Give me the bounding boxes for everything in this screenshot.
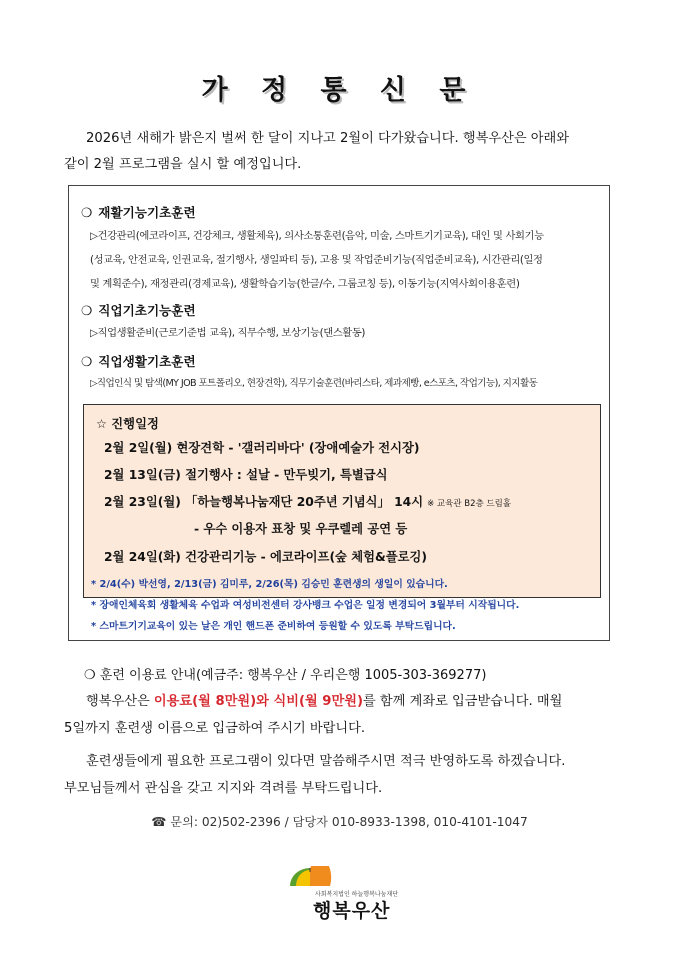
section-line: (성교육, 안전교육, 인권교육, 절기행사, 생일파티 등), 고용 및 작업준비기능(직업준비교육), 시간관리(일정: [90, 254, 543, 266]
schedule-item: 2월 23일(월) 「하늘행복나눔재단 20주년 기념식」 14시 ※ 교육관 B2층 드림홀: [104, 495, 512, 509]
program-box: [68, 185, 610, 641]
section-body-job-life: [90, 372, 606, 396]
intro-line-1: 2026년 새해가 밝은지 벌써 한 달이 지나고 2월이 다가왔습니다. 행복우산은 아래와: [86, 131, 569, 146]
note-line: * 스마트기기교육이 있는 날은 개인 핸드폰 준비하여 등원할 수 있도록 부탁드립니다.: [91, 621, 456, 632]
intro-paragraph: [64, 126, 624, 178]
section-heading-job-life: ❍ 직업생활기초훈련: [81, 354, 196, 369]
logo-name: 행복우산: [313, 900, 391, 922]
section-line: 및 계획준수), 재정관리(경제교육), 생활학습기능(한글/수, 그룹코칭 등), 이동기능(지역사회이용훈련): [90, 278, 520, 290]
fee-heading: ❍ 훈련 이용료 안내(예금주: 행복우산 / 우리은행 1005-303-369277): [84, 668, 487, 683]
schedule-item: 2월 2일(월) 현장견학 - '갤러리바다' (장애예술가 전시장): [104, 441, 420, 455]
fee-line-1: 행복우산은 이용료(월 8만원)와 식비(월 9만원)를 함께 계좌로 입금받습니다. 매월: [86, 694, 563, 709]
schedule-box: [83, 404, 601, 598]
intro-line-2: 같이 2월 프로그램을 실시 할 예정입니다.: [64, 157, 302, 172]
schedule-item-note: ※ 교육관 B2층 드림홀: [427, 499, 512, 509]
logo-subtitle: 사회복지법인 하늘행복나눔재단: [315, 891, 399, 898]
schedule-item: - 우수 이용자 표창 및 우쿠렐레 공연 등: [194, 522, 408, 536]
section-body-job-basic: [90, 321, 606, 345]
page-title: 가 정 통 신 문: [201, 75, 478, 106]
note-line: * 장애인체육회 생활체육 수업과 여성비전센터 강사뱅크 수업은 일정 변경되어 3월부터 시작됩니다.: [91, 600, 520, 611]
schedule-heading: ☆ 진행일정: [96, 417, 159, 431]
fee-paragraph: [64, 688, 624, 742]
closing-paragraph: [64, 748, 624, 802]
circle-bullet-icon: ❍: [81, 303, 93, 318]
contact-info: ☎ 문의: 02)502-2396 / 담당자 010-8933-1398, 010-4101-1047: [151, 815, 528, 829]
schedule-item: 2월 13일(금) 절기행사 : 설날 - 만두빚기, 특별급식: [104, 468, 388, 482]
closing-line-2: 부모님들께서 관심을 갖고 지지와 격려를 부탁드립니다.: [64, 781, 383, 796]
circle-bullet-icon: ❍: [81, 354, 93, 369]
fee-line-2: 5일까지 훈련생 이름으로 입금하여 주시기 바랍니다.: [64, 721, 366, 736]
section-heading-rehab: ❍ 재활기능기초훈련: [81, 205, 196, 220]
fee-amount-highlight: 이용료(월 8만원)와 식비(월 9만원): [153, 694, 363, 709]
section-body-rehab: [90, 224, 606, 296]
section-line: ▷직업생활준비(근로기준법 교육), 직무수행, 보상기능(댄스활동): [90, 327, 366, 339]
note-line: * 2/4(수) 박선영, 2/13(금) 김미루, 2/26(목) 김승민 훈련생의 생일이 있습니다.: [91, 579, 448, 590]
schedule-item: 2월 24일(화) 건강관리기능 - 에코라이프(숲 체험&플로깅): [104, 550, 427, 564]
closing-line-1: 훈련생들에게 필요한 프로그램이 있다면 말씀해주시면 적극 반영하도록 하겠습니다.: [86, 754, 566, 769]
section-line: ▷건강관리(에코라이프, 건강체크, 생활체육), 의사소통훈련(음악, 미술, 스마트기기교육), 대인 및 사회기능: [90, 230, 544, 242]
section-heading-job-basic: ❍ 직업기초기능훈련: [81, 303, 196, 318]
section-line: ▷직업인식 및 탐색(MY JOB 포트폴리오, 현장견학), 직무기술훈련(바리스타, 제과제빵, e스포츠, 작업기능), 지지활동: [90, 378, 538, 389]
circle-bullet-icon: ❍: [81, 205, 93, 220]
